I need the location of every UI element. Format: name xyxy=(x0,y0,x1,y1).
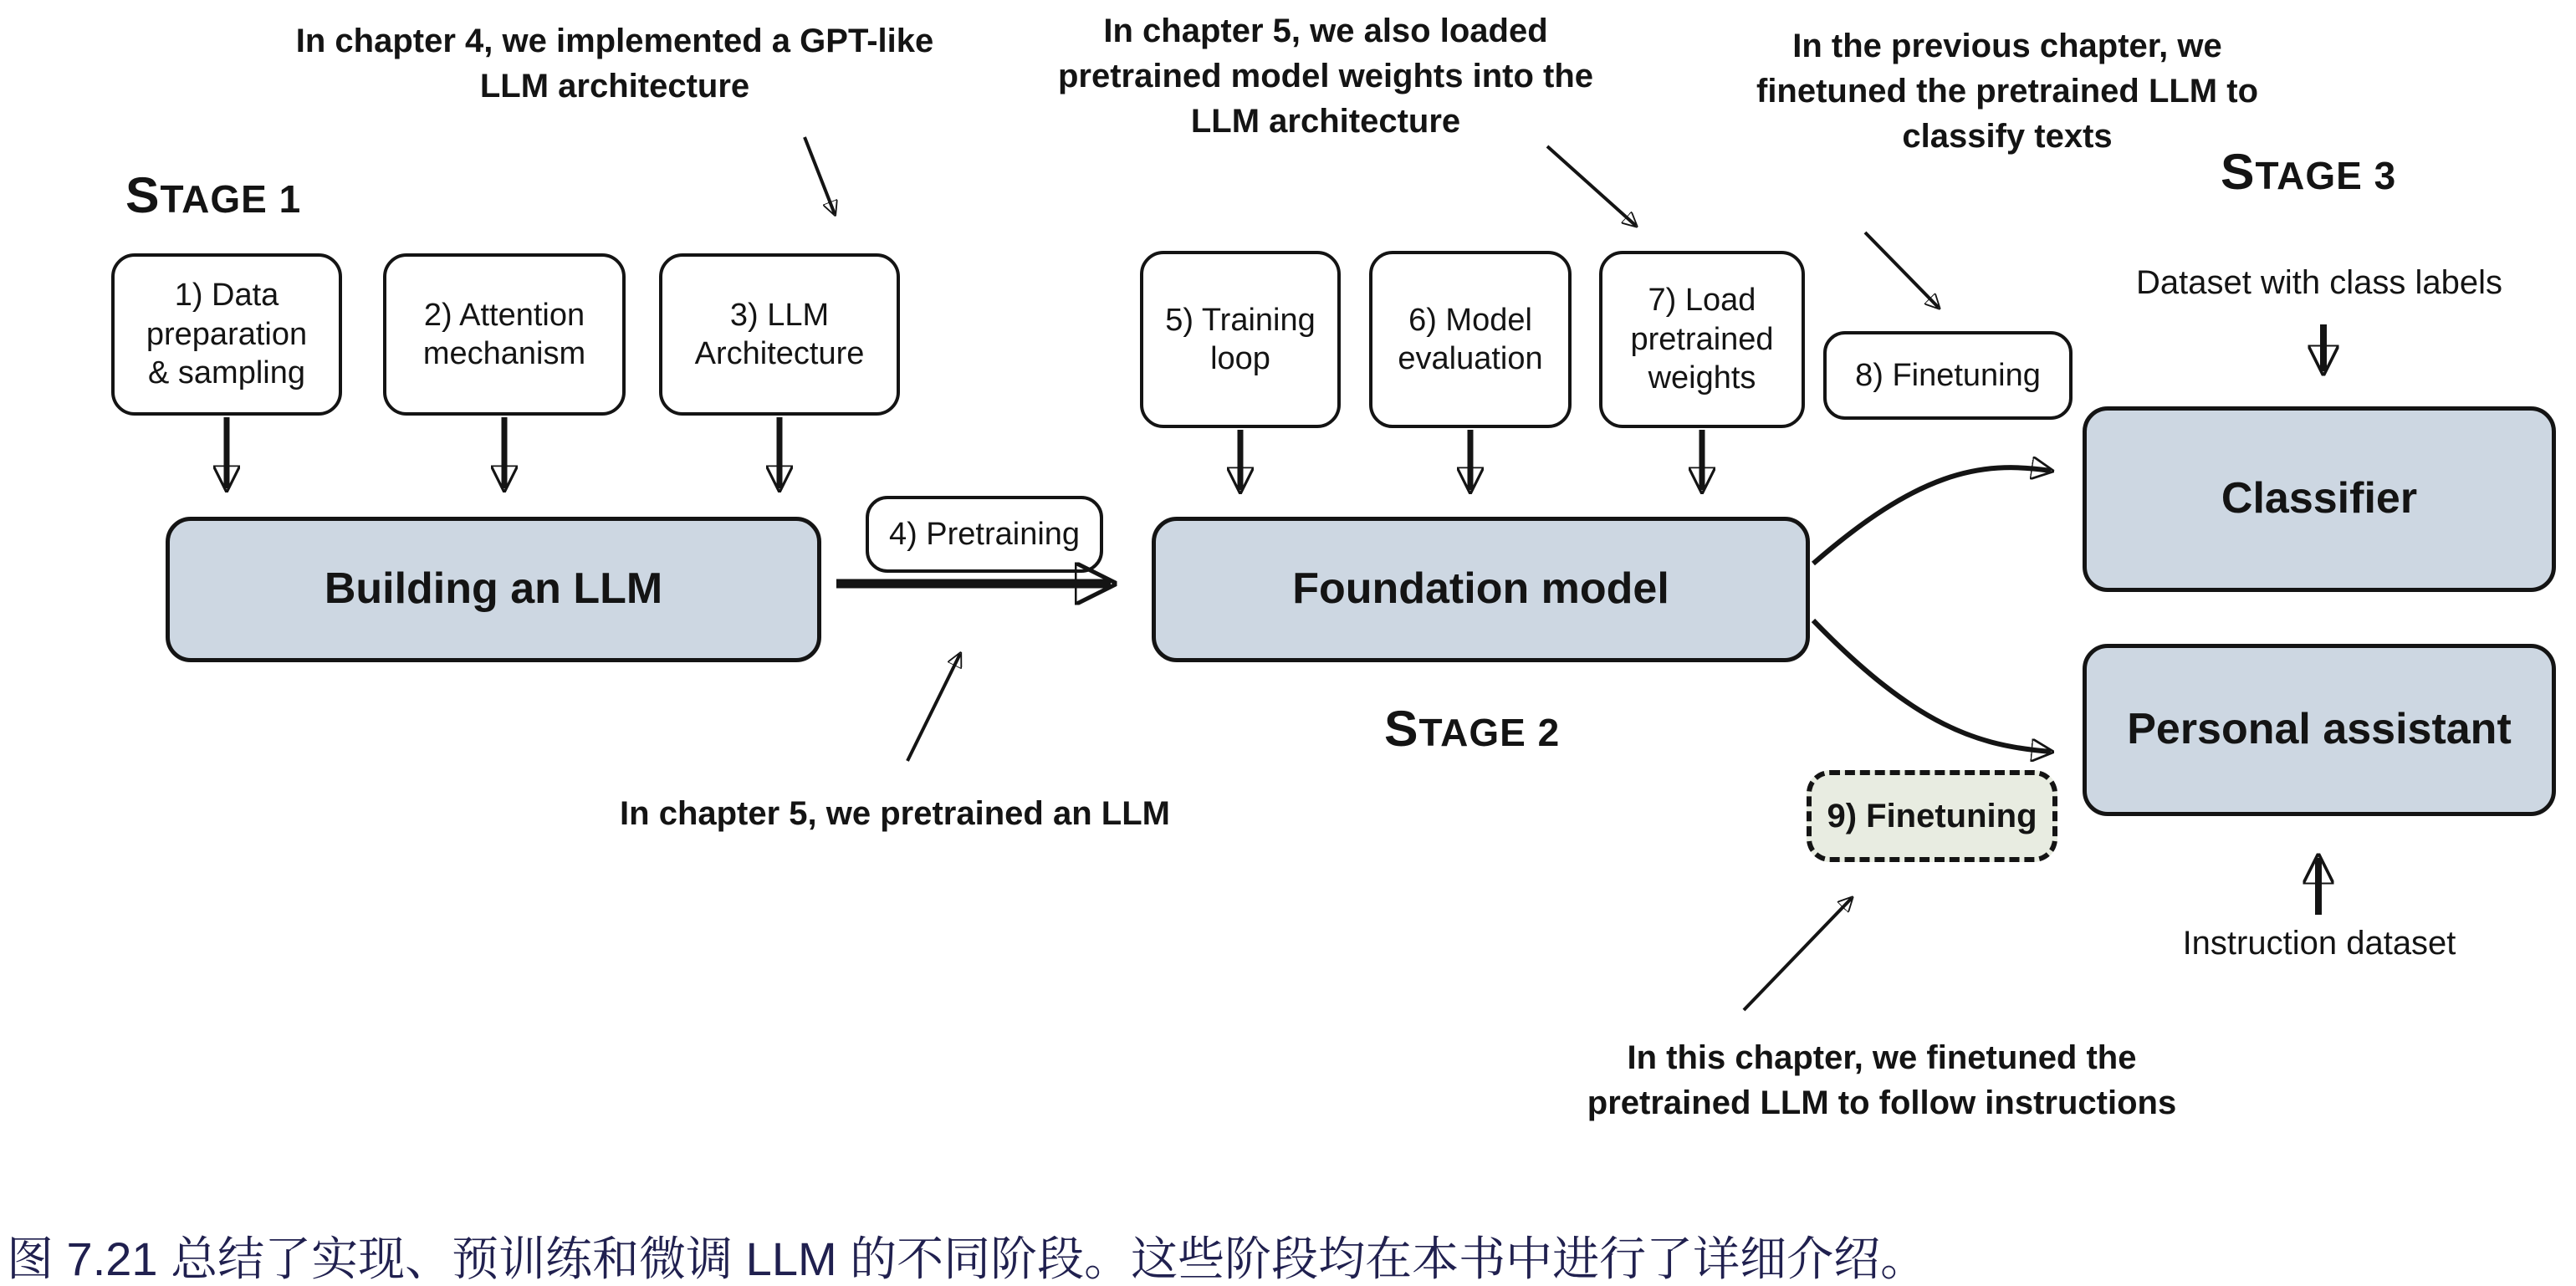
figure-caption: 图 7.21 总结了实现、预训练和微调 LLM 的不同阶段。这些阶段均在本书中进行了详细介绍。 xyxy=(7,1232,1928,1285)
annotation-line: the LLM architecture xyxy=(1190,58,1594,140)
box-text-line: Classifier xyxy=(2221,474,2418,523)
box-text-line: pretrained xyxy=(1630,321,1774,357)
box-personal-assistant xyxy=(2083,644,2556,816)
box-text-line: Architecture xyxy=(694,336,865,371)
box-text-line: mechanism xyxy=(422,336,586,371)
box-text-line: evaluation xyxy=(1398,341,1543,376)
box-building-an-llm xyxy=(166,517,821,662)
annotation-line: In chapter 5, we also loaded xyxy=(1103,13,1548,49)
annotation-line: In chapter 4, we implemented a GPT-like xyxy=(295,23,934,59)
box-model-evaluation xyxy=(1369,251,1572,428)
box-text-line: 5) Training xyxy=(1165,302,1316,338)
box-text-line: 4) Pretraining xyxy=(888,516,1081,552)
box-llm-architecture xyxy=(659,253,900,416)
arrow-foundation-to-classifier xyxy=(1813,467,2051,564)
stage-3-label: STAGE 3 xyxy=(2221,143,2397,200)
box-text-line: preparation xyxy=(146,316,308,352)
annotation-chapter5-loaded xyxy=(1054,8,1597,144)
annotation-line: the pretrained LLM to classify texts xyxy=(1902,73,2258,155)
box-finetuning-9 xyxy=(1807,770,2057,862)
box-text-line: Foundation model xyxy=(1292,564,1669,614)
arrow-previous-chapter-note xyxy=(1865,232,1939,308)
annotation-previous-chapter xyxy=(1715,23,2300,159)
box-text-line: 8) Finetuning xyxy=(1855,357,2041,393)
stage-2-label: STAGE 2 xyxy=(1384,700,1561,757)
box-data-preparation xyxy=(111,253,342,416)
annotation-line: In the previous chapter, we finetuned xyxy=(1756,28,2222,110)
box-text-line: weights xyxy=(1648,360,1756,396)
box-classifier xyxy=(2083,406,2556,592)
box-attention-mechanism xyxy=(383,253,626,416)
label-dataset-class-labels: Dataset with class labels xyxy=(2136,264,2502,301)
arrow-this-chapter-note xyxy=(1744,898,1852,1010)
annotation-line: pretrained model weights into xyxy=(1057,58,1534,94)
box-text-line: & sampling xyxy=(148,355,305,391)
annotation-line: In chapter 5, we pretrained an LLM xyxy=(620,795,1170,832)
stage-1-label: STAGE 1 xyxy=(125,166,302,223)
box-load-pretrained-weights xyxy=(1599,251,1805,428)
box-text-line: 9) Finetuning xyxy=(1827,797,2037,834)
box-text-line: loop xyxy=(1210,341,1270,376)
box-foundation-model xyxy=(1152,517,1810,662)
arrow-chapter4-note xyxy=(805,137,835,214)
box-text-line: 6) Model xyxy=(1408,302,1532,338)
box-text-line: 3) LLM xyxy=(729,297,830,333)
annotation-line: pretrained LLM to follow instructions xyxy=(1587,1084,2177,1121)
arrow-chapter5-loaded-note xyxy=(1547,146,1636,226)
arrow-chapter5-pretrained-note xyxy=(907,654,960,761)
box-text-line: Personal assistant xyxy=(2127,705,2512,754)
box-text-line: 2) Attention xyxy=(423,297,585,333)
annotation-line: LLM architecture xyxy=(479,68,750,105)
annotation-this-chapter xyxy=(1581,1035,2183,1125)
annotation-chapter5-pretrained xyxy=(611,791,1179,836)
box-text-line: Building an LLM xyxy=(324,564,663,614)
label-instruction-dataset: Instruction dataset xyxy=(2182,925,2456,962)
box-text-line: 7) Load xyxy=(1648,283,1756,319)
annotation-line: In this chapter, we finetuned the xyxy=(1627,1039,2137,1076)
box-training-loop xyxy=(1140,251,1341,428)
box-finetuning-8 xyxy=(1823,331,2073,420)
box-text-line: 1) Data xyxy=(174,278,279,314)
annotation-chapter4 xyxy=(284,18,945,109)
arrow-foundation-to-assistant xyxy=(1813,620,2051,752)
box-pretraining-step xyxy=(866,496,1103,573)
